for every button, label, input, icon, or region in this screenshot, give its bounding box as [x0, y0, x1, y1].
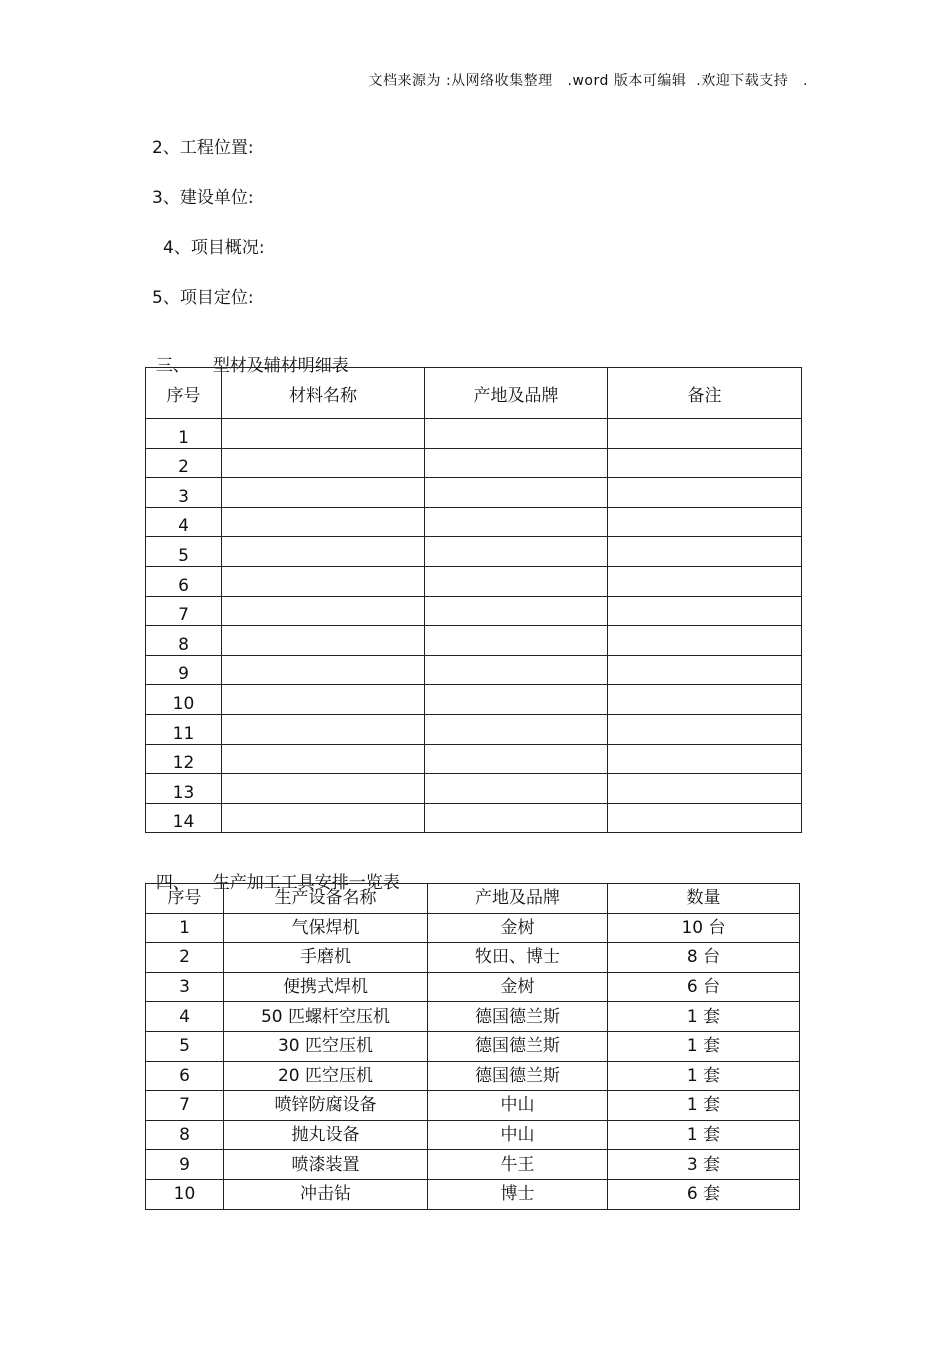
cell-material-name	[222, 596, 425, 626]
table-row	[146, 478, 802, 508]
page-header-note: 文档来源为 :从网络收集整理 .word 版本可编辑 .欢迎下载支持 .	[368, 73, 808, 89]
cell-material-name	[222, 803, 425, 833]
cell-origin-brand: 德国德兰斯	[428, 1031, 608, 1061]
table-header-row	[146, 368, 802, 419]
cell-material-name	[222, 714, 425, 744]
cell-origin-brand	[425, 478, 608, 508]
equipment-table	[145, 883, 800, 1210]
cell-quantity: 10 台	[608, 913, 800, 943]
field-project-positioning: 5、项目定位:	[152, 288, 254, 308]
cell-origin-brand: 博士	[428, 1179, 608, 1209]
cell-origin-brand: 德国德兰斯	[428, 1002, 608, 1032]
table-row	[146, 714, 802, 744]
table-row	[146, 803, 802, 833]
table-row	[146, 537, 802, 567]
cell-origin-brand: 中山	[428, 1120, 608, 1150]
table-row	[146, 1031, 800, 1061]
table-row	[146, 507, 802, 537]
cell-equipment-name: 50 匹螺杆空压机	[224, 1002, 428, 1032]
table-row	[146, 1002, 800, 1032]
table-row	[146, 972, 800, 1002]
cell-remarks	[608, 566, 802, 596]
cell-remarks	[608, 596, 802, 626]
equipment-table-body	[146, 913, 800, 1209]
cell-quantity: 1 套	[608, 1002, 800, 1032]
cell-no: 13	[146, 774, 222, 804]
cell-origin-brand	[425, 626, 608, 656]
cell-equipment-name: 喷锌防腐设备	[224, 1091, 428, 1121]
col-header-no: 序号	[146, 368, 222, 419]
cell-quantity: 1 套	[608, 1061, 800, 1091]
table-row	[146, 913, 800, 943]
cell-remarks	[608, 448, 802, 478]
cell-origin-brand: 牛王	[428, 1150, 608, 1180]
col-header-origin-brand: 产地及品牌	[425, 368, 608, 419]
cell-quantity: 1 套	[608, 1031, 800, 1061]
cell-no: 6	[146, 566, 222, 596]
cell-no: 4	[146, 507, 222, 537]
cell-origin-brand	[425, 566, 608, 596]
cell-origin-brand	[425, 744, 608, 774]
cell-no: 11	[146, 714, 222, 744]
cell-no: 9	[146, 655, 222, 685]
table-row	[146, 596, 802, 626]
cell-material-name	[222, 626, 425, 656]
cell-origin-brand: 德国德兰斯	[428, 1061, 608, 1091]
cell-no: 6	[146, 1061, 224, 1091]
col-header-origin-brand: 产地及品牌	[428, 884, 608, 914]
field-construction-unit: 3、建设单位:	[152, 188, 254, 208]
cell-no: 8	[146, 1120, 224, 1150]
cell-origin-brand	[425, 537, 608, 567]
cell-remarks	[608, 507, 802, 537]
col-header-equipment-name: 生产设备名称	[224, 884, 428, 914]
cell-quantity: 1 套	[608, 1120, 800, 1150]
section-3-title-text: 型材及辅材明细表	[212, 356, 349, 376]
table-row	[146, 448, 802, 478]
cell-no: 4	[146, 1002, 224, 1032]
cell-no: 1	[146, 913, 224, 943]
cell-no: 5	[146, 537, 222, 567]
table-row	[146, 1150, 800, 1180]
cell-remarks	[608, 626, 802, 656]
cell-origin-brand	[425, 685, 608, 715]
cell-equipment-name: 便携式焊机	[224, 972, 428, 1002]
col-header-no: 序号	[146, 884, 224, 914]
cell-remarks	[608, 685, 802, 715]
cell-origin-brand	[425, 655, 608, 685]
table-row	[146, 943, 800, 973]
col-header-quantity: 数量	[608, 884, 800, 914]
table-header-row	[146, 884, 800, 914]
cell-remarks	[608, 714, 802, 744]
table-row	[146, 1061, 800, 1091]
table-row	[146, 774, 802, 804]
cell-remarks	[608, 803, 802, 833]
cell-quantity: 1 套	[608, 1091, 800, 1121]
field-project-overview: 4、项目概况:	[163, 238, 265, 258]
field-project-location: 2、工程位置:	[152, 138, 254, 158]
cell-origin-brand	[425, 714, 608, 744]
table-row	[146, 1179, 800, 1209]
cell-remarks	[608, 419, 802, 449]
cell-origin-brand	[425, 448, 608, 478]
cell-no: 12	[146, 744, 222, 774]
cell-no: 3	[146, 972, 224, 1002]
col-header-remarks: 备注	[608, 368, 802, 419]
cell-origin-brand	[425, 596, 608, 626]
cell-quantity: 8 台	[608, 943, 800, 973]
cell-no: 2	[146, 448, 222, 478]
cell-origin-brand	[425, 507, 608, 537]
table-row	[146, 419, 802, 449]
cell-quantity: 3 套	[608, 1150, 800, 1180]
cell-equipment-name: 冲击钻	[224, 1179, 428, 1209]
cell-equipment-name: 手磨机	[224, 943, 428, 973]
cell-equipment-name: 20 匹空压机	[224, 1061, 428, 1091]
cell-material-name	[222, 537, 425, 567]
cell-no: 7	[146, 596, 222, 626]
cell-material-name	[222, 478, 425, 508]
cell-no: 10	[146, 685, 222, 715]
section-3-number: 三、	[155, 356, 190, 376]
cell-origin-brand	[425, 419, 608, 449]
section-4-title-text: 生产加工工具安排一览表	[212, 873, 400, 893]
cell-no: 9	[146, 1150, 224, 1180]
materials-table	[145, 367, 802, 833]
cell-origin-brand: 金树	[428, 972, 608, 1002]
cell-origin-brand: 金树	[428, 913, 608, 943]
cell-equipment-name: 抛丸设备	[224, 1120, 428, 1150]
cell-no: 7	[146, 1091, 224, 1121]
cell-material-name	[222, 507, 425, 537]
cell-material-name	[222, 774, 425, 804]
cell-origin-brand: 中山	[428, 1091, 608, 1121]
table-row	[146, 685, 802, 715]
table-row	[146, 1120, 800, 1150]
cell-no: 1	[146, 419, 222, 449]
cell-origin-brand	[425, 803, 608, 833]
cell-equipment-name: 30 匹空压机	[224, 1031, 428, 1061]
materials-table-body	[146, 419, 802, 833]
cell-equipment-name: 喷漆装置	[224, 1150, 428, 1180]
cell-material-name	[222, 419, 425, 449]
table-row	[146, 744, 802, 774]
cell-no: 3	[146, 478, 222, 508]
table-row	[146, 1091, 800, 1121]
col-header-material-name: 材料名称	[222, 368, 425, 419]
table-row	[146, 626, 802, 656]
cell-origin-brand	[425, 774, 608, 804]
table-row	[146, 655, 802, 685]
cell-remarks	[608, 655, 802, 685]
cell-remarks	[608, 478, 802, 508]
cell-remarks	[608, 774, 802, 804]
cell-no: 2	[146, 943, 224, 973]
cell-material-name	[222, 744, 425, 774]
cell-material-name	[222, 448, 425, 478]
cell-material-name	[222, 685, 425, 715]
cell-no: 8	[146, 626, 222, 656]
cell-material-name	[222, 655, 425, 685]
table-row	[146, 566, 802, 596]
cell-no: 14	[146, 803, 222, 833]
cell-remarks	[608, 537, 802, 567]
cell-no: 10	[146, 1179, 224, 1209]
cell-remarks	[608, 744, 802, 774]
cell-quantity: 6 台	[608, 972, 800, 1002]
cell-no: 5	[146, 1031, 224, 1061]
cell-quantity: 6 套	[608, 1179, 800, 1209]
cell-equipment-name: 气保焊机	[224, 913, 428, 943]
cell-material-name	[222, 566, 425, 596]
section-4-number: 四、	[155, 873, 190, 893]
cell-origin-brand: 牧田、博士	[428, 943, 608, 973]
